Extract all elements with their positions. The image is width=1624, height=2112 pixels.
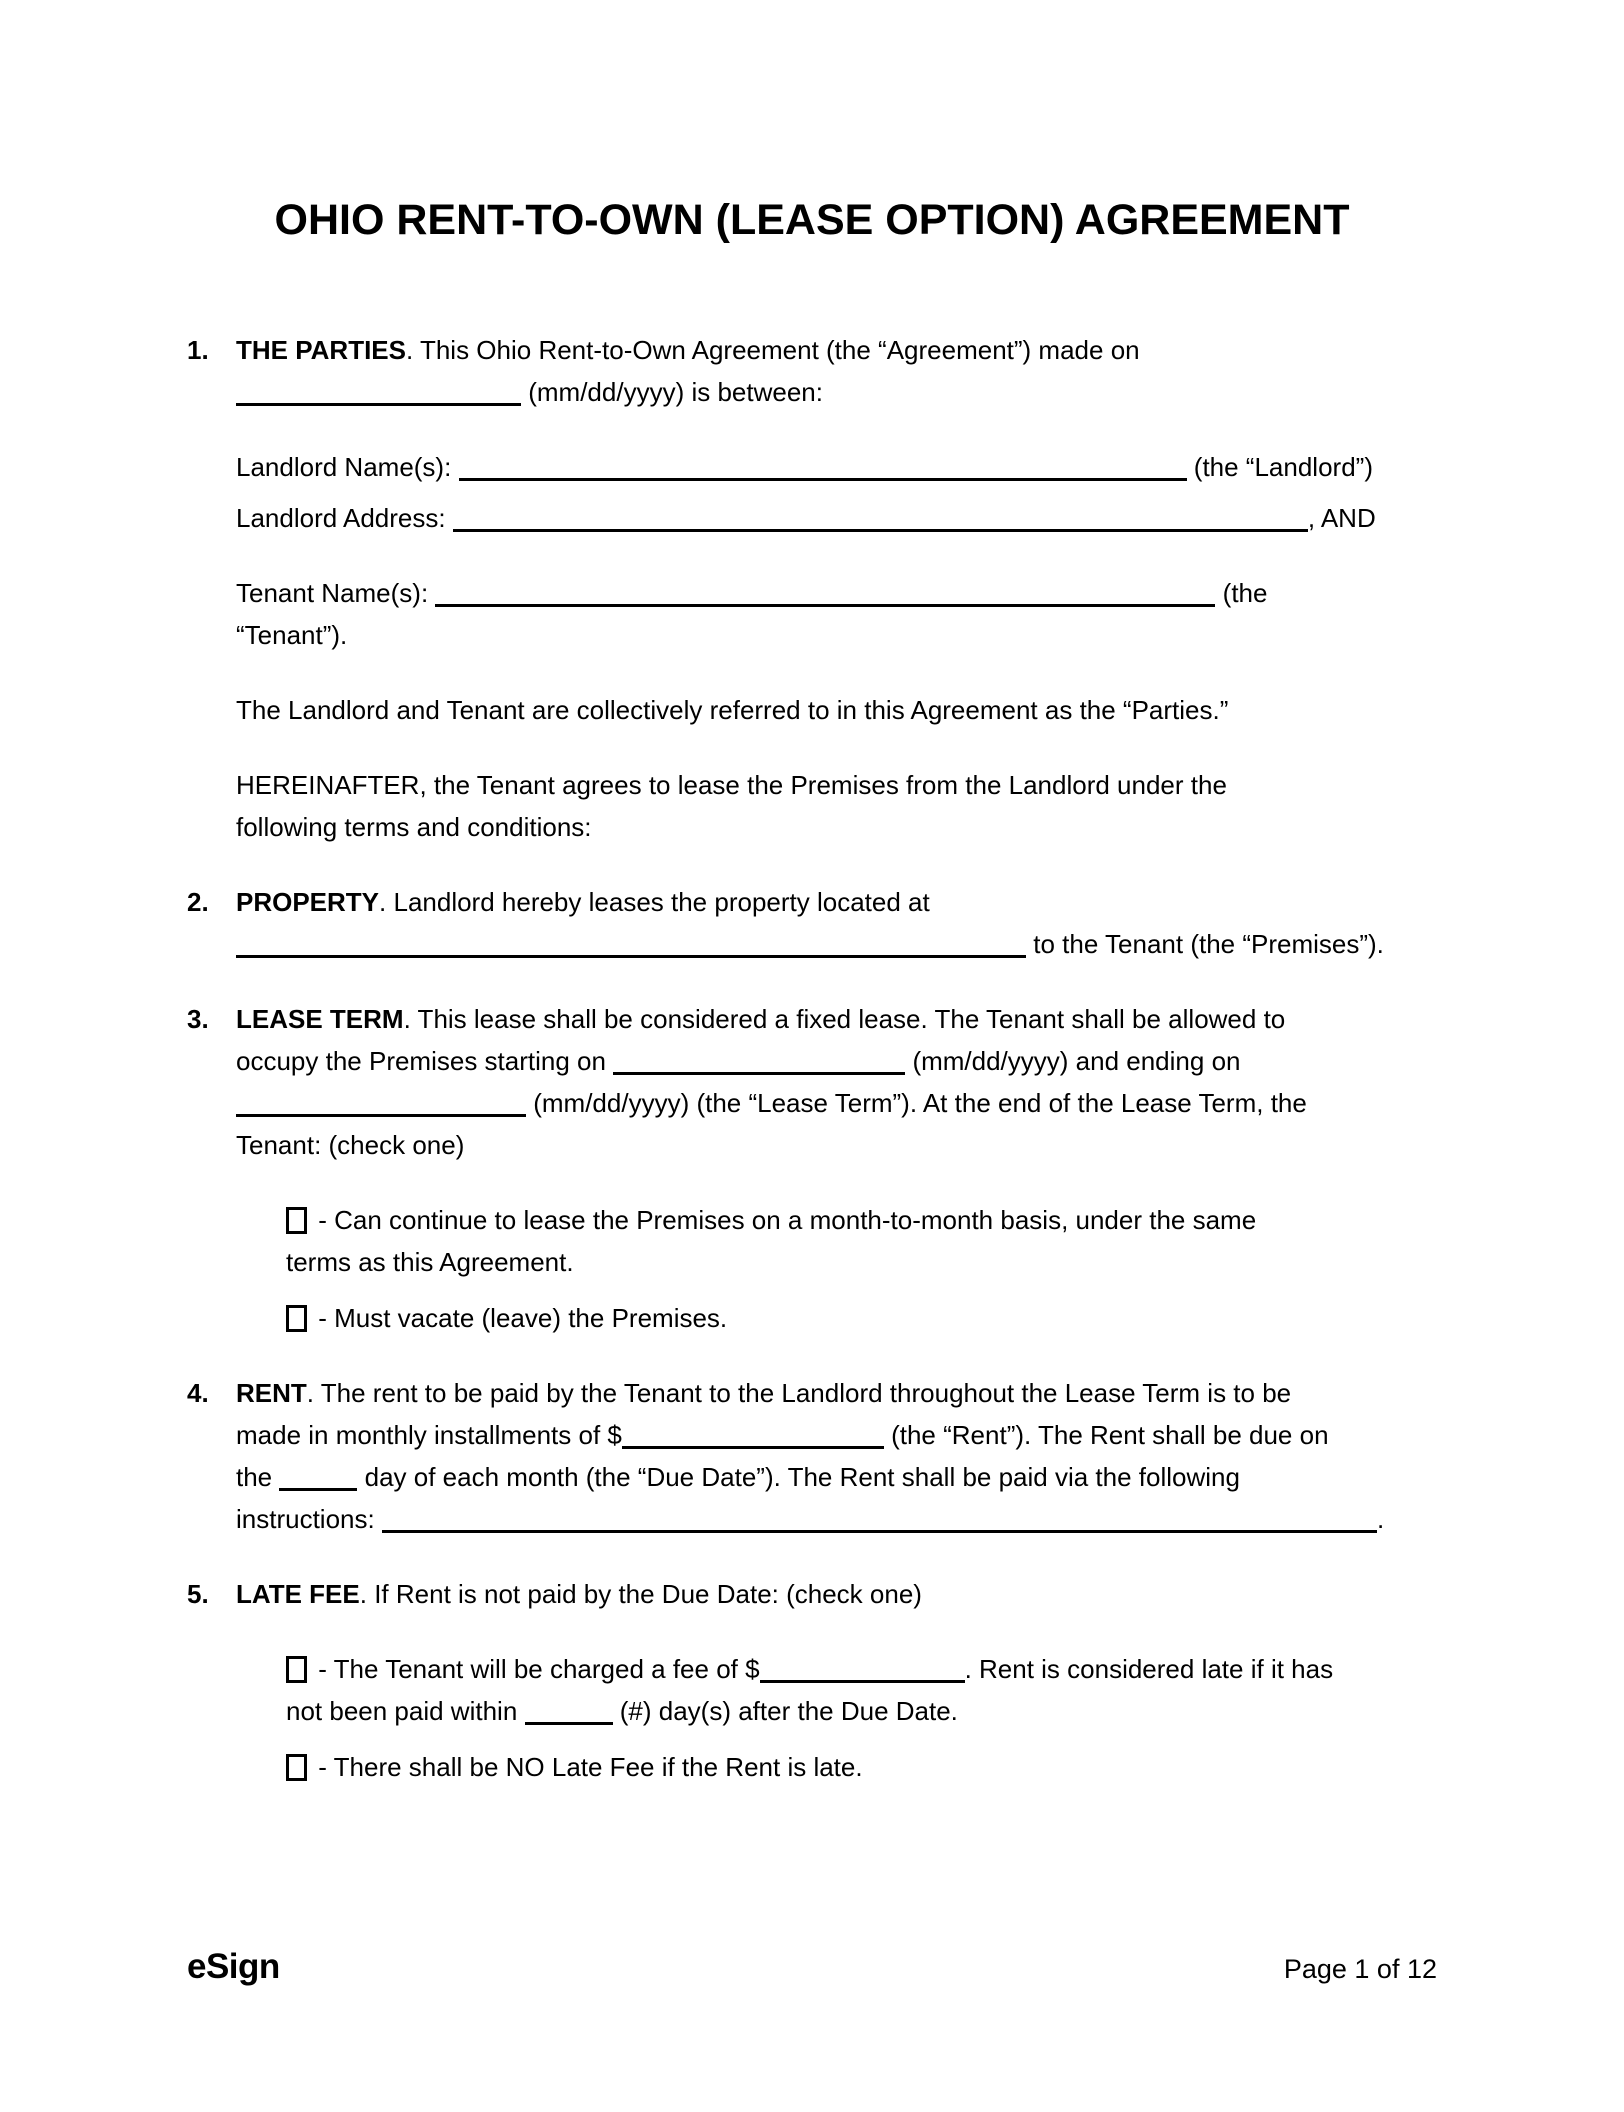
property-paragraph — [236, 881, 1437, 965]
lease-term-line4: Tenant: (check one) — [236, 1130, 465, 1160]
lease-start-date-blank[interactable] — [613, 1046, 905, 1075]
option-late-fee-charged — [286, 1648, 1437, 1732]
late-fee-paragraph — [236, 1573, 1437, 1615]
continue-month-to-month-checkbox[interactable] — [286, 1207, 307, 1234]
rent-heading: RENT — [236, 1378, 307, 1408]
section-number: 2. — [187, 887, 209, 917]
rent-line3-post: day of each month (the “Due Date”). The Rent shall be paid via the following — [364, 1462, 1240, 1492]
landlord-address-suffix: , AND — [1307, 503, 1376, 533]
tenant-name-continuation: “Tenant”). — [236, 620, 348, 650]
landlord-address-line — [236, 497, 1437, 539]
rent-line1: . The rent to be paid by the Tenant to the Landlord throughout the Lease Term is to be — [306, 1378, 1292, 1408]
late-fee-line2-pre: not been paid within — [286, 1696, 518, 1726]
hereinafter-line1: HEREINAFTER, the Tenant agrees to lease the Premises from the Landlord under the — [236, 770, 1227, 800]
late-fee-amount-blank[interactable] — [760, 1654, 965, 1683]
option-no-late-fee — [286, 1746, 1437, 1788]
option-continue-month-to-month — [286, 1199, 1437, 1283]
tenant-name-line — [236, 572, 1437, 656]
lease-term-line2-pre: occupy the Premises starting on — [236, 1046, 606, 1076]
late-fee-text-post-amount: . Rent is considered late if it has — [964, 1654, 1334, 1684]
section-number: 4. — [187, 1378, 209, 1408]
landlord-name-line — [236, 446, 1437, 488]
property-suffix: to the Tenant (the “Premises”). — [1033, 929, 1384, 959]
parties-heading: THE PARTIES — [236, 335, 406, 365]
option-continue-text-line2: terms as this Agreement. — [286, 1247, 574, 1277]
lease-term-options — [236, 1199, 1437, 1339]
property-address-blank[interactable] — [236, 929, 1026, 958]
must-vacate-checkbox[interactable] — [286, 1305, 307, 1332]
parties-collective-clause: The Landlord and Tenant are collectively referred to in this Agreement as the “Parties.” — [236, 695, 1229, 725]
tenant-name-suffix: (the — [1222, 578, 1268, 608]
section-number: 1. — [187, 335, 209, 365]
rent-due-day-blank[interactable] — [279, 1462, 357, 1491]
section-parties — [187, 329, 1437, 848]
tenant-name-label: Tenant Name(s): — [236, 578, 429, 608]
option-must-vacate — [286, 1297, 1437, 1339]
rent-line2-pre: made in monthly installments of $ — [236, 1420, 622, 1450]
rent-amount-blank[interactable] — [622, 1420, 884, 1449]
payment-instructions-blank[interactable] — [382, 1504, 1377, 1533]
section-lease-term — [187, 998, 1437, 1339]
rent-terminal-period: . — [1376, 1504, 1385, 1534]
esign-logo: eSign — [187, 1947, 280, 1986]
rent-line2-post: (the “Rent”). The Rent shall be due on — [891, 1420, 1329, 1450]
option-vacate-text: - Must vacate (leave) the Premises. — [318, 1303, 728, 1333]
parties-intro-text: . This Ohio Rent-to-Own Agreement (the “Agreement”) made on — [405, 335, 1140, 365]
option-continue-text-line1: - Can continue to lease the Premises on a month-to-month basis, under the same — [318, 1205, 1257, 1235]
property-intro-text: . Landlord hereby leases the property located at — [379, 887, 930, 917]
page-footer — [187, 1946, 1437, 1990]
no-late-fee-text: - There shall be NO Late Fee if the Rent is late. — [318, 1752, 863, 1782]
section-property — [187, 881, 1437, 965]
landlord-name-suffix: (the “Landlord”) — [1193, 452, 1373, 482]
page-indicator: Page 1 of 12 — [1283, 1954, 1437, 1984]
section-number: 3. — [187, 1004, 209, 1034]
property-heading: PROPERTY — [236, 887, 380, 917]
rent-line3-pre: the — [236, 1462, 273, 1492]
late-fee-heading: LATE FEE — [236, 1579, 360, 1609]
page-content — [187, 197, 1437, 1821]
rent-instructions-label: instructions: — [236, 1504, 375, 1534]
late-fee-options — [236, 1648, 1437, 1788]
parties-intro-paragraph — [236, 329, 1437, 413]
lease-term-paragraph — [236, 998, 1437, 1166]
lease-term-line3-post: (mm/dd/yyyy) (the “Lease Term”). At the end of the Lease Term, the — [533, 1088, 1307, 1118]
late-fee-days-blank[interactable] — [525, 1696, 613, 1725]
hereinafter-line2: following terms and conditions: — [236, 812, 592, 842]
lease-term-line2-post: (mm/dd/yyyy) and ending on — [912, 1046, 1241, 1076]
hereinafter-clause — [236, 764, 1437, 848]
section-rent — [187, 1372, 1437, 1540]
agreement-date-blank[interactable] — [236, 377, 521, 406]
landlord-name-blank[interactable] — [459, 452, 1187, 481]
no-late-fee-checkbox[interactable] — [286, 1754, 307, 1781]
tenant-name-blank[interactable] — [435, 578, 1215, 607]
late-fee-line2-post: (#) day(s) after the Due Date. — [619, 1696, 958, 1726]
agreement-date-hint: (mm/dd/yyyy) is between: — [528, 377, 823, 407]
late-fee-charged-checkbox[interactable] — [286, 1656, 307, 1683]
document-title: OHIO RENT-TO-OWN (LEASE OPTION) AGREEMENT — [274, 196, 1350, 244]
late-fee-text-pre-amount: - The Tenant will be charged a fee of $ — [318, 1654, 760, 1684]
landlord-address-blank[interactable] — [453, 503, 1308, 532]
section-number: 5. — [187, 1579, 209, 1609]
landlord-address-label: Landlord Address: — [236, 503, 446, 533]
rent-paragraph — [236, 1372, 1437, 1540]
landlord-name-label: Landlord Name(s): — [236, 452, 452, 482]
late-fee-intro-text: . If Rent is not paid by the Due Date: (check one) — [359, 1579, 922, 1609]
section-late-fee — [187, 1573, 1437, 1788]
lease-term-line1: . This lease shall be considered a fixed lease. The Tenant shall be allowed to — [403, 1004, 1286, 1034]
lease-term-heading: LEASE TERM — [236, 1004, 404, 1034]
lease-end-date-blank[interactable] — [236, 1088, 526, 1117]
